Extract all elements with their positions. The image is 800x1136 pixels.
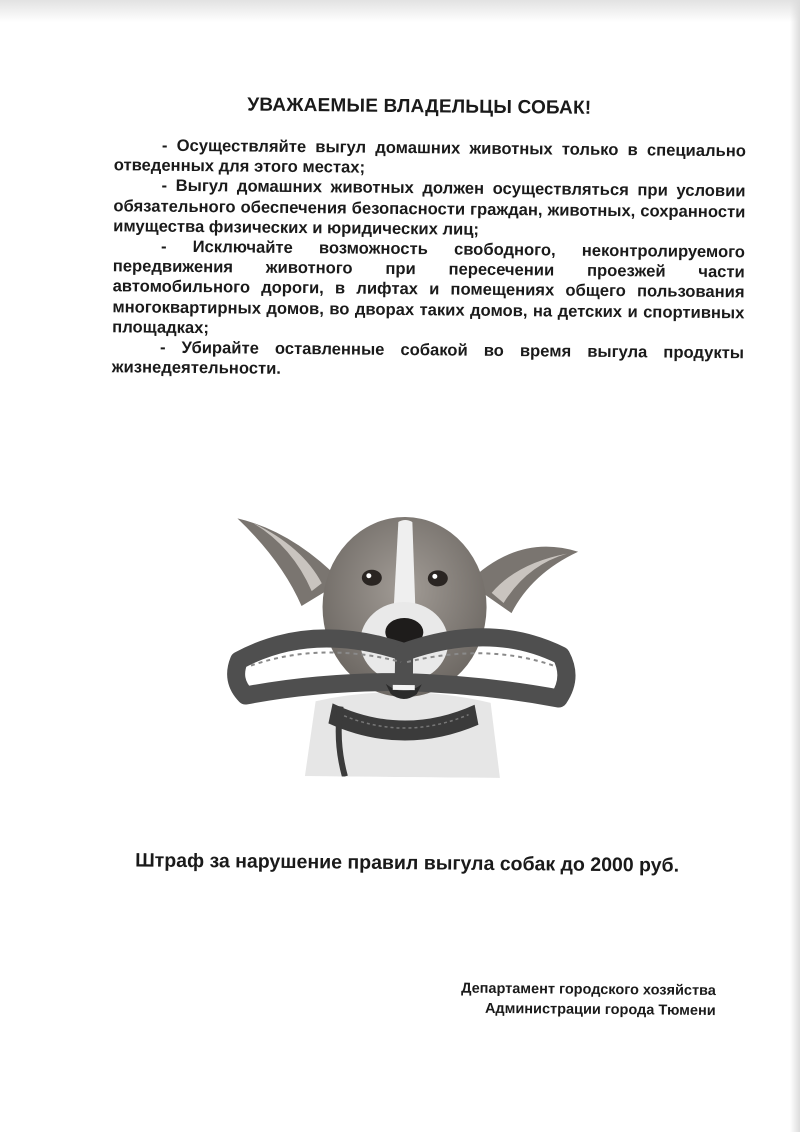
fine-notice: Штраф за нарушение правил выгула собак до 2000 руб. (135, 849, 680, 877)
rule-item: - Исключайте возможность свободного, неконтролируемого передвижения животного при пересечении проезжей части автомобильного дороги, в лифтах и помещениях общего пользования многоквартирных домов, во дворах таких домов, на детских и спортивных площадках; (112, 236, 746, 337)
notice-title: УВАЖАЕМЫЕ ВЛАДЕЛЬЦЫ СОБАК! (247, 94, 592, 119)
signature-line: Администрации города Тюмени (484, 1000, 716, 1020)
signature-block (376, 978, 716, 1021)
dog-with-leash-illustration (220, 490, 589, 779)
rule-item: - Выгул домашних животных должен осуществляться при условии обязательного обеспечения безопасности граждан, животных, сохранности имущества физических и юридических лиц; (113, 176, 746, 239)
rule-item: - Осуществляйте выгул домашних животных только в специально отведенных для этого местах; (113, 135, 747, 177)
rule-item: - Убирайте оставленные собакой во время выгула продукты жизнедеятельности. (111, 337, 745, 379)
signature-line: Департамент городского хозяйства (461, 980, 716, 1000)
rules-list (112, 135, 746, 383)
